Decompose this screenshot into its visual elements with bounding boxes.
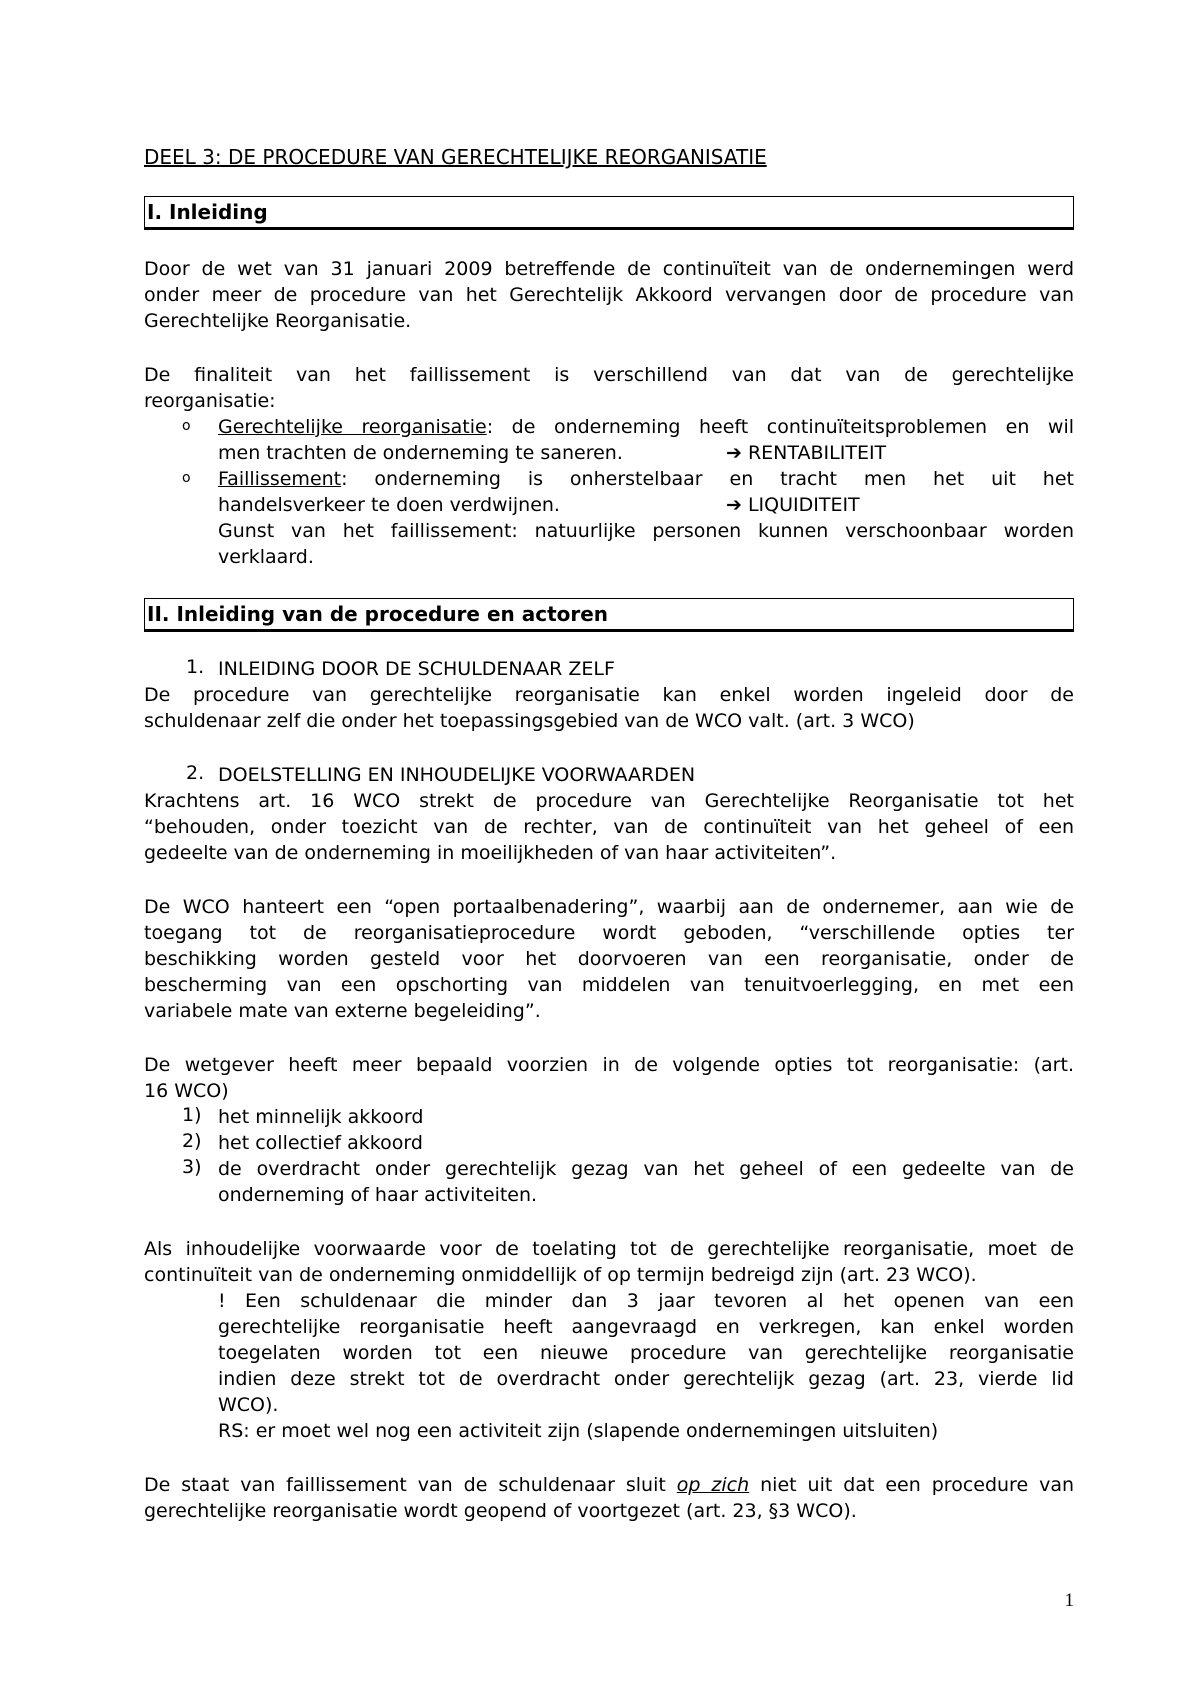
bullet-item — [218, 414, 1074, 440]
bullet-line: Gunst van het faillissement: natuurlijke personen kunnen verschoonbaar worden — [218, 520, 1074, 542]
subheading: INLEIDING DOOR DE SCHULDENAAR ZELF — [218, 658, 615, 680]
bullet-marker: o — [182, 418, 191, 434]
paragraph-line: De finaliteit van het faillissement is verschillend van dat van de gerechtelijke — [144, 364, 1074, 386]
text-run: De staat van faillissement van de schuldenaar sluit — [144, 1474, 677, 1496]
paragraph-line: gerechtelijke reorganisatie wordt geopend of voortgezet (art. 23, §3 WCO). — [144, 1500, 857, 1522]
subheading: DOELSTELLING EN INHOUDELIJKE VOORWAARDEN — [218, 764, 696, 786]
list-item: de overdracht onder gerechtelijk gezag van het geheel of een gedeelte van de — [218, 1158, 1074, 1180]
list-item-line: onderneming of haar activiteiten. — [218, 1184, 538, 1206]
paragraph-line: bescherming van een opschorting van middelen van tenuitvoerlegging, en met een — [144, 974, 1074, 996]
term: Gerechtelijke reorganisatie — [218, 416, 487, 438]
bullet-line: verklaard. — [218, 546, 314, 568]
paragraph-line: Door de wet van 31 januari 2009 betreffende de continuïteit van de ondernemingen werd — [144, 258, 1074, 280]
term-definition: : onderneming is onherstelbaar en tracht men het uit het — [341, 468, 1074, 490]
paragraph-line: Als inhoudelijke voorwaarde voor de toelating tot de gerechtelijke reorganisatie, moet de — [144, 1238, 1074, 1260]
paragraph-line: De wetgever heeft meer bepaald voorzien in de volgende opties tot reorganisatie: (art. — [144, 1054, 1074, 1076]
term: Faillissement — [218, 468, 342, 490]
paragraph-line: toegang tot de reorganisatieprocedure wordt geboden, “verschillende opties ter — [144, 922, 1074, 944]
list-number: 3) — [182, 1156, 202, 1178]
text-run: niet uit dat een procedure van — [749, 1474, 1075, 1496]
paragraph-line: “behouden, onder toezicht van de rechter, van de continuïteit van het geheel of een — [144, 816, 1074, 838]
list-number: 1. — [186, 656, 205, 678]
bullet-item — [218, 466, 1074, 492]
note-line: indien deze strekt tot de overdracht onder gerechtelijk gezag (art. 23, vierde lid — [218, 1368, 1074, 1390]
note-line: toegelaten worden tot een nieuwe procedure van gerechtelijke reorganisatie — [218, 1342, 1074, 1364]
paragraph-line: schuldenaar zelf die onder het toepassingsgebied van de WCO valt. (art. 3 WCO) — [144, 710, 915, 732]
paragraph-line — [144, 1472, 1074, 1498]
paragraph-line: De procedure van gerechtelijke reorganisatie kan enkel worden ingeleid door de — [144, 684, 1074, 706]
note-line: RS: er moet wel nog een activiteit zijn (slapende ondernemingen uitsluiten) — [218, 1420, 939, 1442]
section-heading-box — [144, 196, 1074, 230]
paragraph-line: variabele mate van externe begeleiding”. — [144, 1000, 541, 1022]
list-item: het minnelijk akkoord — [218, 1106, 424, 1128]
paragraph-line: 16 WCO) — [144, 1080, 229, 1102]
bullet-line: handelsverkeer te doen verdwijnen. — [218, 494, 560, 516]
arrow-label: ➔ RENTABILITEIT — [726, 442, 887, 464]
term-definition: : de onderneming heeft continuïteitsproblemen en wil — [486, 416, 1075, 438]
paragraph-line: Krachtens art. 16 WCO strekt de procedure van Gerechtelijke Reorganisatie tot het — [144, 790, 1074, 812]
paragraph-line: continuïteit van de onderneming onmiddellijk of op termijn bedreigd zijn (art. 23 WCO). — [144, 1264, 977, 1286]
list-number: 2. — [186, 762, 205, 784]
bullet-line: men trachten de onderneming te saneren. — [218, 442, 623, 464]
emphasis: op zich — [676, 1474, 750, 1496]
section-heading: II. Inleiding van de procedure en actoren — [147, 602, 609, 626]
page-number: 1 — [1064, 1590, 1074, 1611]
list-number: 1) — [182, 1104, 202, 1126]
note-line: WCO). — [218, 1394, 279, 1416]
paragraph-line: Gerechtelijke Reorganisatie. — [144, 310, 412, 332]
paragraph-line: gedeelte van de onderneming in moeilijkheden of van haar activiteiten”. — [144, 842, 837, 864]
note-line: ! Een schuldenaar die minder dan 3 jaar tevoren al het openen van een — [218, 1290, 1074, 1312]
list-number: 2) — [182, 1130, 202, 1152]
paragraph-line: onder meer de procedure van het Gerechtelijk Akkoord vervangen door de procedure van — [144, 284, 1074, 306]
arrow-label: ➔ LIQUIDITEIT — [726, 494, 860, 516]
paragraph-line: beschikking worden gesteld voor het doorvoeren van een reorganisatie, onder de — [144, 948, 1074, 970]
note-line: gerechtelijke reorganisatie heeft aangevraagd en verkregen, kan enkel worden — [218, 1316, 1074, 1338]
paragraph-line: De WCO hanteert een “open portaalbenadering”, waarbij aan de ondernemer, aan wie de — [144, 896, 1074, 918]
section-heading: I. Inleiding — [147, 200, 268, 224]
section-heading-box — [144, 598, 1074, 632]
paragraph-line: reorganisatie: — [144, 390, 276, 412]
bullet-marker: o — [182, 470, 191, 486]
document-title: DEEL 3: DE PROCEDURE VAN GERECHTELIJKE REORGANISATIE — [144, 145, 767, 169]
list-item: het collectief akkoord — [218, 1132, 423, 1154]
